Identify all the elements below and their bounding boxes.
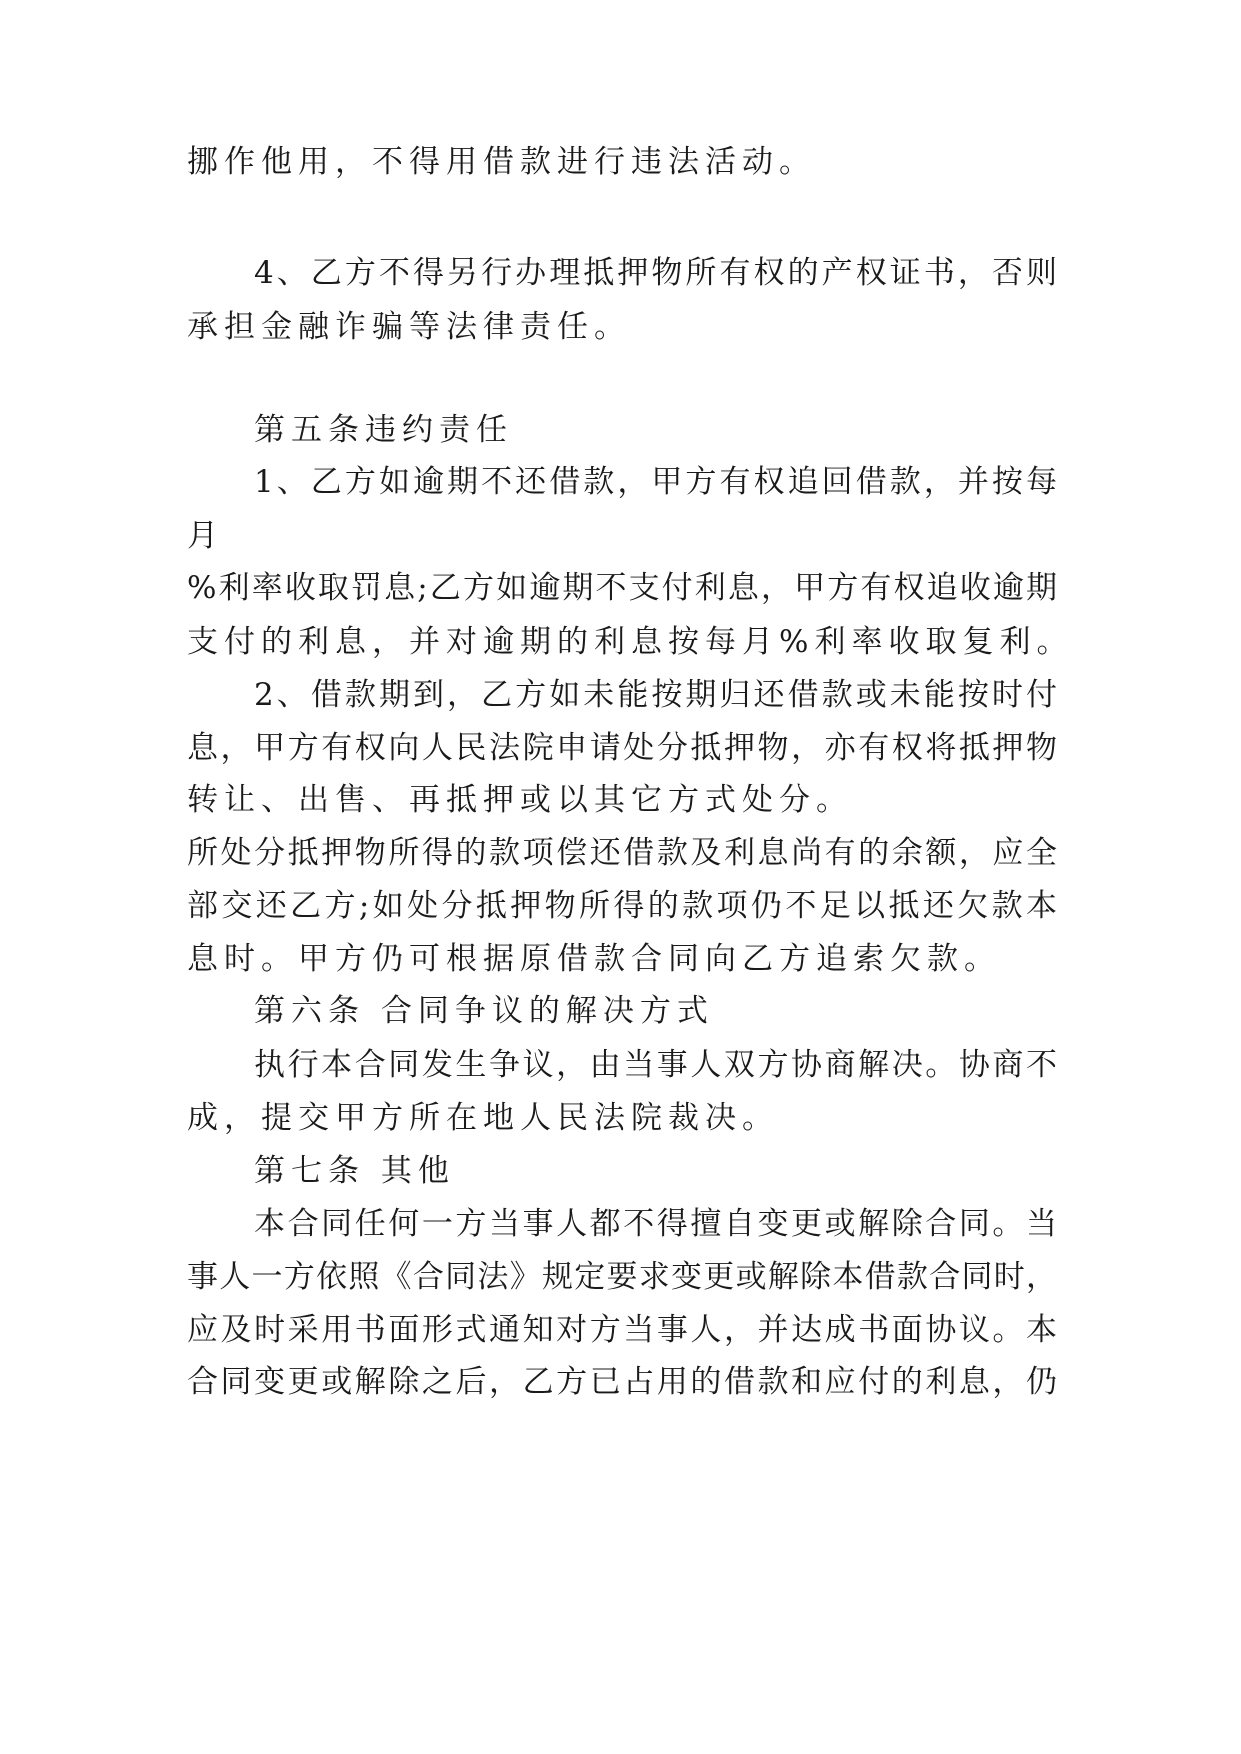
paragraph-line: 2、借款期到，乙方如未能按期归还借款或未能按时付	[254, 677, 1057, 713]
paragraph-line: 执行本合同发生争议，由当事人双方协商解决。协商不	[254, 1047, 1057, 1083]
paragraph-line: 息，甲方有权向人民法院申请处分抵押物，亦有权将抵押物	[187, 730, 1057, 766]
paragraph-line: 1、乙方如逾期不还借款，甲方有权追回借款，并按每	[254, 464, 1057, 500]
paragraph-line: 合同变更或解除之后，乙方已占用的借款和应付的利息，仍	[187, 1364, 1057, 1400]
paragraph-line: 挪作他用，不得用借款进行违法活动。	[187, 144, 816, 180]
paragraph-line: 应及时采用书面形式通知对方当事人，并达成书面协议。本	[187, 1312, 1057, 1348]
paragraph-line: 支付的利息，并对逾期的利息按每月%利率收取复利。	[187, 624, 1074, 660]
section-heading: 第七条 其他	[254, 1153, 455, 1189]
paragraph-line: 成，提交甲方所在地人民法院裁决。	[187, 1100, 779, 1136]
paragraph-line: 本合同任何一方当事人都不得擅自变更或解除合同。当	[254, 1206, 1057, 1242]
paragraph-line: 转让、出售、再抵押或以其它方式处分。	[187, 782, 853, 818]
paragraph-line: 4、乙方不得另行办理抵押物所有权的产权证书，否则	[254, 255, 1057, 291]
paragraph-line: 所处分抵押物所得的款项偿还借款及利息尚有的余额，应全	[187, 835, 1057, 871]
paragraph-line: 部交还乙方;如处分抵押物所得的款项仍不足以抵还欠款本	[187, 888, 1057, 924]
section-heading: 第五条违约责任	[254, 412, 513, 448]
paragraph-line: 事人一方依照《合同法》规定要求变更或解除本借款合同时，	[187, 1259, 1057, 1295]
paragraph-line: %利率收取罚息;乙方如逾期不支付利息，甲方有权追收逾期	[187, 570, 1057, 606]
paragraph-line: 月	[187, 518, 224, 554]
paragraph-line: 承担金融诈骗等法律责任。	[187, 309, 631, 345]
section-heading: 第六条 合同争议的解决方式	[254, 993, 714, 1029]
paragraph-line: 息时。甲方仍可根据原借款合同向乙方追索欠款。	[187, 941, 1001, 977]
